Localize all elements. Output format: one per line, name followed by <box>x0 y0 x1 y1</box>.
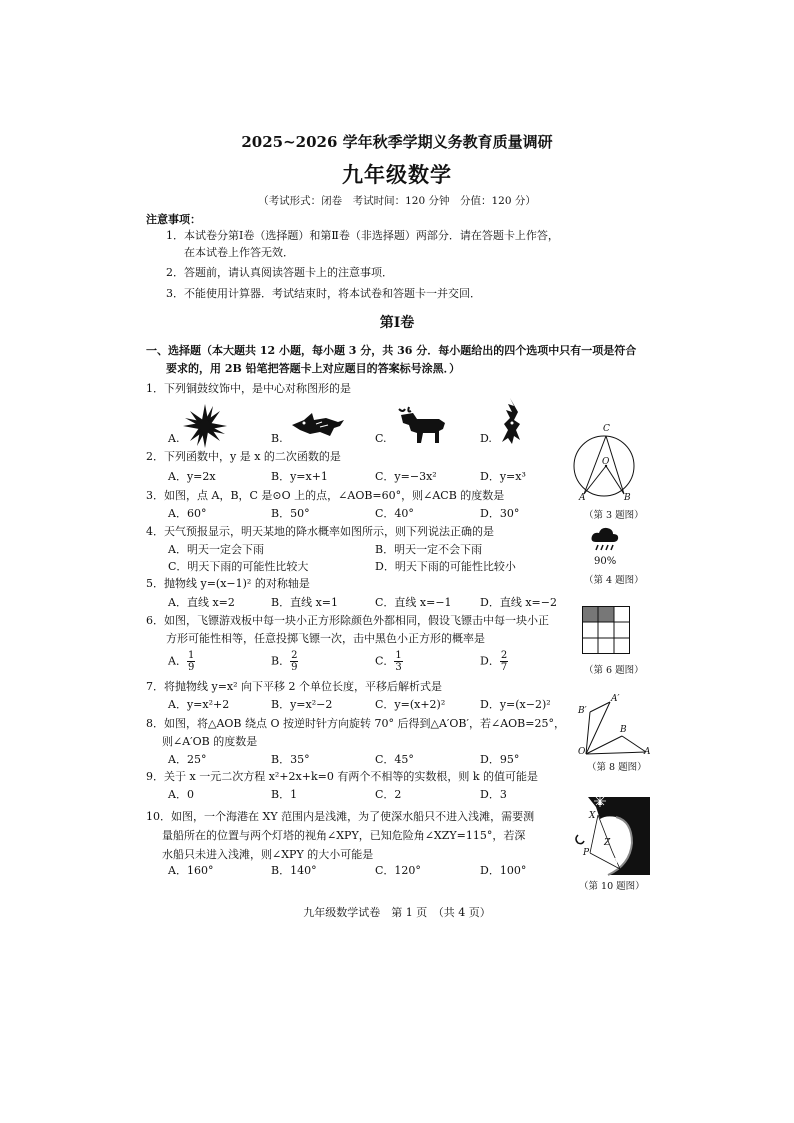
q3-option-d: D．30° <box>480 507 520 520</box>
q6-d-numerator: 2 <box>500 650 508 661</box>
q7-stem: 7．将抛物线 y=x² 向下平移 2 个单位长度，平移后解析式是 <box>146 680 443 693</box>
fig3-label-a: A <box>579 493 586 503</box>
q10-stem-cont-1: 量船所在的位置与两个灯塔的视角∠XPY，已知危险角∠XZY=115°，若深 <box>162 829 526 842</box>
q3-option-c: C．40° <box>375 507 414 520</box>
notice-item-1: 1．本试卷分第Ⅰ卷（选择题）和第Ⅱ卷（非选择题）两部分．请在答题卡上作答， <box>166 229 559 242</box>
q6-b-numerator: 2 <box>291 650 298 661</box>
exam-title: 2025~2026 学年秋季学期义务教育质量调研 <box>241 133 553 151</box>
fig8-caption: （第 8 题图） <box>587 762 647 773</box>
fig8-label-o: O <box>578 747 586 757</box>
q10-option-a: A．160° <box>168 864 214 877</box>
q1-stem: 1．下列铜鼓纹饰中，是中心对称图形的是 <box>146 382 351 395</box>
q8-option-c: C．45° <box>375 753 414 766</box>
notice-item-1-cont: 在本试卷上作答无效． <box>184 246 294 259</box>
q10-option-c: C．120° <box>375 864 421 877</box>
q3-option-a: A．60° <box>168 507 207 520</box>
ox-pattern-icon <box>395 405 447 445</box>
q4-option-b: B．明天一定不会下雨 <box>375 543 483 556</box>
figure-6-dart-board <box>582 606 630 654</box>
q4-stem: 4．天气预报显示，明天某地的降水概率如图所示，则下列说法正确的是 <box>146 525 494 538</box>
q6-c-denominator: 3 <box>395 662 402 673</box>
q5-option-a: A．直线 x=2 <box>168 596 235 609</box>
fig3-caption: （第 3 题图） <box>584 510 644 521</box>
q9-option-b: B．1 <box>271 788 298 801</box>
q9-option-d: D．3 <box>480 788 507 801</box>
q6-d-label: D． <box>480 654 500 668</box>
q3-stem: 3．如图，点 A，B，C 是⊙O 上的点，∠AOB=60°，则∠ACB 的度数是 <box>146 489 505 502</box>
q2-option-a: A．y=2x <box>168 470 216 483</box>
q6-c-label: C． <box>375 654 395 668</box>
fig10-label-x: X <box>589 811 596 821</box>
q6-option-d <box>480 650 508 673</box>
q1-option-a: A. <box>168 432 180 445</box>
q10-option-b: B．140° <box>271 864 317 877</box>
q8-stem-cont: 则∠A′OB 的度数是 <box>162 735 258 748</box>
notice-item-2: 2．答题前，请认真阅读答题卡上的注意事项． <box>166 266 393 279</box>
q6-b-denominator: 9 <box>291 662 298 673</box>
q1-option-c: C. <box>375 432 387 445</box>
q6-d-denominator: 7 <box>500 662 508 673</box>
q6-a-denominator: 9 <box>187 662 195 673</box>
fig3-label-c: C <box>603 424 610 434</box>
rain-cloud-icon <box>590 526 620 554</box>
q6-stem: 6．如图，飞镖游戏板中每一块小正方形除颜色外都相同，假设飞镖击中每一块小正 <box>146 614 549 627</box>
q8-option-d: D．95° <box>480 753 520 766</box>
q7-option-a: A．y=x²+2 <box>168 698 230 711</box>
q9-stem: 9．关于 x 一元二次方程 x²+2x+k=0 有两个不相等的实数根，则 k 的值可能是 <box>146 770 538 783</box>
fig3-label-b: B <box>624 493 631 503</box>
q4-option-d: D．明天下雨的可能性比较小 <box>375 560 516 573</box>
q6-d-fraction <box>500 650 508 673</box>
fig4-caption: （第 4 题图） <box>584 575 644 586</box>
figure-8-rotation <box>576 698 652 758</box>
q6-a-numerator: 1 <box>187 650 195 661</box>
page-footer: 九年级数学试卷 第 1 页 （共 4 页） <box>303 906 491 919</box>
q9-option-c: C．2 <box>375 788 402 801</box>
q3-option-b: B．50° <box>271 507 310 520</box>
q1-option-d: D. <box>480 432 492 445</box>
dart-cell-dark <box>582 606 598 622</box>
q6-c-numerator: 1 <box>395 650 402 661</box>
notice-heading: 注意事项： <box>146 213 201 226</box>
q6-option-b <box>271 650 298 673</box>
bird-pattern-icon <box>290 410 346 440</box>
fig4-percent: 90% <box>594 556 617 567</box>
q4-option-c: C．明天下雨的可能性比较大 <box>168 560 309 573</box>
fig10-caption: （第 10 题图） <box>579 881 645 892</box>
q10-stem-cont-2: 水船只未进入浅滩，则∠XPY 的大小可能是 <box>162 848 374 861</box>
feathered-figure-pattern-icon <box>496 396 524 446</box>
q5-option-d: D．直线 x=−2 <box>480 596 557 609</box>
q10-stem: 10．如图，一个海港在 XY 范围内是浅滩，为了使深水船只不进入浅滩，需要测 <box>146 810 535 823</box>
q2-option-b: B．y=x+1 <box>271 470 328 483</box>
fig10-label-z: Z <box>604 838 611 848</box>
q6-a-label: A． <box>168 654 187 668</box>
q4-option-a: A．明天一定会下雨 <box>168 543 264 556</box>
q7-option-c: C．y=(x+2)² <box>375 698 446 711</box>
q8-option-b: B．35° <box>271 753 310 766</box>
q2-stem: 2．下列函数中，y 是 x 的二次函数的是 <box>146 450 341 463</box>
fig10-label-p: P <box>583 848 590 858</box>
q6-b-fraction <box>290 650 298 673</box>
q9-option-a: A．0 <box>168 788 194 801</box>
subject-title: 九年级数学 <box>342 162 452 187</box>
q6-option-c <box>375 650 403 673</box>
q10-option-d: D．100° <box>480 864 527 877</box>
figure-10-harbor <box>572 795 652 877</box>
q6-option-a <box>168 650 195 673</box>
section-heading-cont: 要求的，用 2B 铅笔把答题卡上对应题目的答案标号涂黑．） <box>166 362 461 375</box>
fig8-label-b-prime: B′ <box>578 706 587 716</box>
q1-option-b: B. <box>271 432 283 445</box>
fig8-label-b: B <box>620 725 627 735</box>
q6-c-fraction <box>394 650 402 673</box>
fig8-label-a: A <box>644 747 651 757</box>
q7-option-d: D．y=(x−2)² <box>480 698 551 711</box>
q2-option-d: D．y=x³ <box>480 470 526 483</box>
exam-info: （考试形式：闭卷 考试时间：120 分钟 分值：120 分） <box>258 195 536 207</box>
fig8-label-a-prime: A′ <box>611 694 620 704</box>
fig3-label-o: O <box>602 457 610 467</box>
notice-item-3: 3．不能使用计算器．考试结束时，将本试卷和答题卡一并交回． <box>166 287 481 300</box>
q5-option-c: C．直线 x=−1 <box>375 596 452 609</box>
q2-option-c: C．y=−3x² <box>375 470 437 483</box>
q7-option-b: B．y=x²−2 <box>271 698 333 711</box>
fig6-caption: （第 6 题图） <box>584 665 644 676</box>
q8-option-a: A．25° <box>168 753 207 766</box>
q5-stem: 5．抛物线 y=(x−1)² 的对称轴是 <box>146 577 310 590</box>
sunburst-pattern-icon <box>182 403 228 449</box>
fig10-label-y: Y <box>614 858 620 868</box>
volume-title: 第Ⅰ卷 <box>379 315 415 331</box>
dart-cell-dark <box>598 606 614 622</box>
q6-stem-cont: 方形可能性相等，任意投掷飞镖一次，击中黑色小正方形的概率是 <box>166 632 485 645</box>
q5-option-b: B．直线 x=1 <box>271 596 338 609</box>
q6-a-fraction <box>187 650 195 673</box>
q6-b-label: B． <box>271 654 291 668</box>
q8-stem: 8．如图，将△AOB 绕点 O 按逆时针方向旋转 70° 后得到△A′OB′，若∠AOB=25°， <box>146 717 565 730</box>
section-heading: 一、选择题（本大题共 12 小题，每小题 3 分，共 36 分．每小题给出的四个选项中只有一项是符合 <box>146 344 637 357</box>
